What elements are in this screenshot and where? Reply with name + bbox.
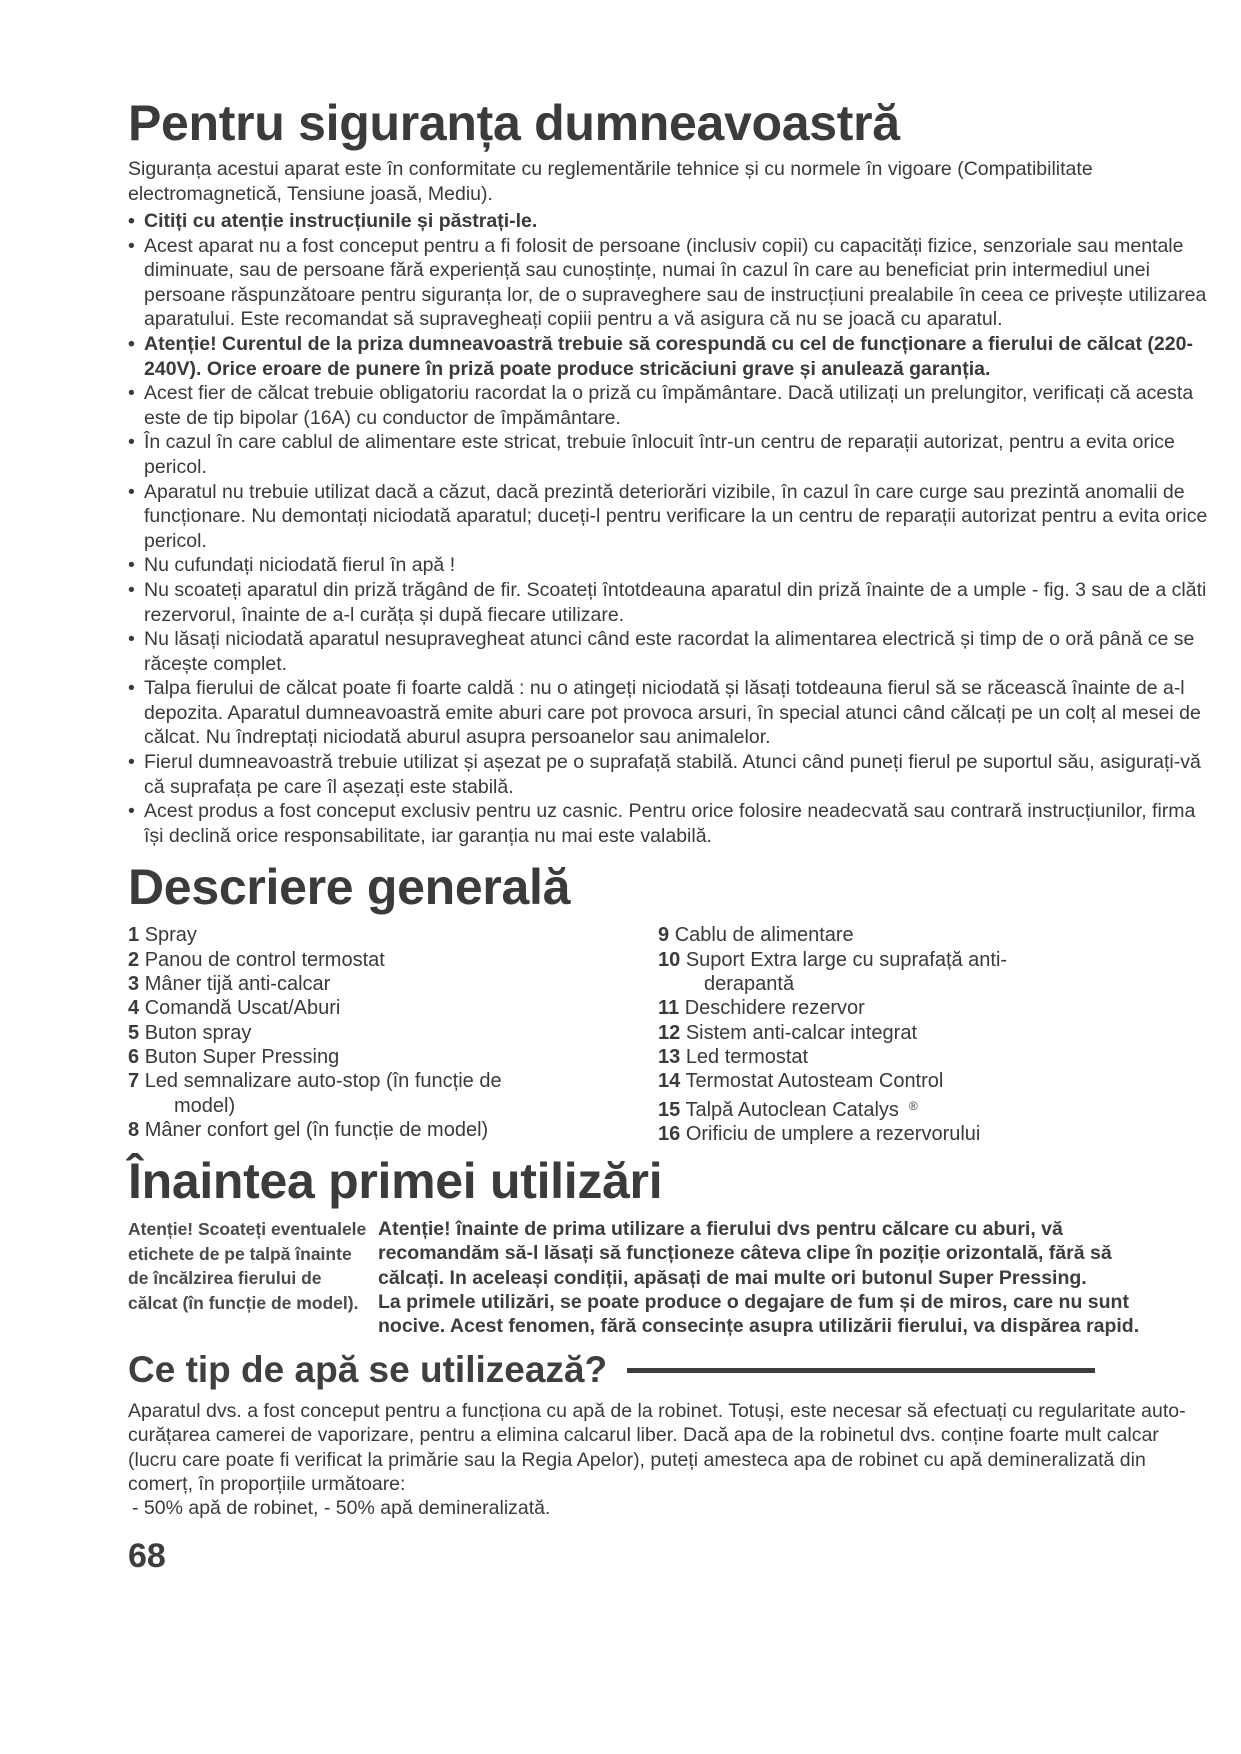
part-item: 7 Led semnalizare auto-stop (în funcție de model): [128, 1069, 658, 1118]
part-item: 6 Buton Super Pressing: [128, 1045, 340, 1068]
safety-item: • Aparatul nu trebuie utilizat dacă a căzut, dacă prezintă deteriorări vizibile, în cazul în care curge sau prezintă anomalii de funcționare. Nu demontați niciodată aparatul; duceți-l pentru verificare la un centru de reparații autorizat pentru a evita orice pericol.: [128, 480, 1208, 554]
safety-item: • Acest aparat nu a fost conceput pentru a fi folosit de persoane (inclusiv copii) cu capacități fizice, senzoriale sau mentale diminuate, sau de persoane fără experiență sau cunoștințe, numai în cazul în care au beneficiat prin intermediul unei persoane răspunzătoare pentru siguranța lor, de o supraveghere sau de instrucțiuni prealabile în ceea ce privește utilizarea aparatului. Este recomandat să supravegheați copiii pentru a vă asigura că nu se joacă cu aparatul.: [128, 234, 1208, 332]
part-item: 2 Panou de control termostat: [128, 948, 385, 971]
safety-item: • Acest produs a fost conceput exclusiv pentru uz casnic. Pentru orice folosire neadecvată sau contrară instrucțiunilor, firma își declină orice responsabilitate, iar garanția nu mai este valabilă.: [128, 799, 1208, 848]
before-first-use-title: Înaintea primei utilizări: [128, 1153, 663, 1210]
parts-column-left: [128, 923, 658, 1146]
before-first-use-text: [378, 1217, 1178, 1338]
part-item: 5 Buton spray: [128, 1021, 252, 1044]
part-item: 14 Termostat Autosteam Control: [658, 1070, 944, 1093]
part-item: 16 Orificiu de umplere a rezervorului: [658, 1122, 981, 1145]
before-first-use-body: [128, 1217, 1208, 1338]
header-rule: [627, 1368, 1095, 1373]
water-title: Ce tip de apă se utilizează?: [128, 1348, 608, 1390]
part-item-continuation: derapantă: [704, 973, 795, 996]
parts-column-right: [658, 923, 1198, 1146]
part-item: 1 Spray: [128, 924, 197, 947]
part-item: 3 Mâner tijă anti-calcar: [128, 973, 331, 996]
part-item: 11 Deschidere rezervor: [658, 997, 865, 1020]
part-item: 15 Talpă Autoclean Catalys ®: [658, 1098, 918, 1121]
description-title: Descriere generală: [128, 859, 571, 916]
safety-item: • Atenție! Curentul de la priza dumneavoastră trebuie să corespundă cu cel de funcționare a fierului de călcat (220-240V). Orice eroare de punere în priză poate produce stricăciuni grave și anulează garanția.: [128, 332, 1208, 381]
water-ratio: - 50% apă de robinet, - 50% apă demineralizată.: [132, 1497, 551, 1520]
part-item: 10 Suport Extra large cu suprafață anti- derapantă: [658, 948, 1198, 997]
registered-mark: ®: [908, 1098, 918, 1113]
part-item: 13 Led termostat: [658, 1045, 809, 1068]
part-item: 9 Cablu de alimentare: [658, 924, 854, 947]
parts-list: [128, 923, 1208, 1146]
before-first-use-paragraph: La primele utilizări, se poate produce o degajare de fum și de miros, care nu sunt nocive. Acest fenomen, fără consecințe asupra utilizării fierului, va dispărea rapid.: [378, 1291, 1140, 1338]
safety-item: • Acest fier de călcat trebuie obligatoriu racordat la o priză cu împământare. Dacă utilizați un prelungitor, verificați că acesta este de tip bipolar (16A) cu conductor de împământare.: [128, 381, 1208, 430]
safety-item: • Nu cufundați niciodată fierul în apă !: [128, 553, 1208, 578]
water-text: [128, 1399, 1208, 1520]
safety-list: [128, 209, 1208, 848]
safety-item: • Fierul dumneavoastră trebuie utilizat și așezat pe o suprafață stabilă. Atunci când puneți fierul pe suportul său, asigurați-vă că suprafața pe care îl așezați este stabilă.: [128, 750, 1208, 799]
water-header: [128, 1349, 1208, 1392]
before-first-use-paragraph: Atenție! înainte de prima utilizare a fierului dvs pentru călcare cu aburi, vă recomandăm să-l lăsați să funcționeze câteva clipe în poziție orizontală, fără să călcați. In aceleași condiții, apăsați de mai multe ori butonul Super Pressing.: [378, 1218, 1112, 1289]
water-paragraph: Aparatul dvs. a fost conceput pentru a funcționa cu apă de la robinet. Totuși, este necesar să efectuați cu regularitate auto-curățarea camerei de vaporizare, pentru a elimina calcarul liber. Dacă apa de la robinetul dvs. conține foarte mult calcar (lucru care poate fi verificat la primărie sau la Regia Apelor), puteți amesteca apa de robinet cu apă demineralizată din comerț, în proporțiile următoare:: [128, 1400, 1186, 1496]
safety-item: • Citiți cu atenție instrucțiunile și păstrați-le.: [128, 209, 1208, 234]
manual-page: [128, 96, 1208, 1576]
part-item: 4 Comandă Uscat/Aburi: [128, 997, 341, 1020]
safety-title: Pentru siguranța dumneavoastră: [128, 95, 900, 151]
safety-item: • În cazul în care cablul de alimentare este stricat, trebuie înlocuit într-un centru de reparații autorizat, pentru a evita orice pericol.: [128, 430, 1208, 479]
part-item: 12 Sistem anti-calcar integrat: [658, 1021, 918, 1044]
safety-intro: Siguranța acestui aparat este în conformitate cu reglementările tehnice și cu normele în vigoare (Compatibilitate electromagnetică, Tensiune joasă, Mediu).: [128, 158, 1093, 205]
safety-item: • Nu scoateți aparatul din priză trăgând de fir. Scoateți întotdeauna aparatul din priză înainte de a umple - fig. 3 sau de a clăti rezervorul, înainte de a-l curăța și după fiecare utilizare.: [128, 578, 1208, 627]
side-note: Atenție! Scoateți eventualele etichete de pe talpă înainte de încălzirea fierului de călcat (în funcție de model).: [128, 1219, 367, 1313]
safety-item: • Nu lăsați niciodată aparatul nesupravegheat atunci când este racordat la alimentarea electrică și timp de o oră până ce se răcește complet.: [128, 627, 1208, 676]
page-number: 68: [128, 1536, 166, 1575]
safety-item: • Talpa fierului de călcat poate fi foarte caldă : nu o atingeți niciodată și lăsați totdeauna fierul să se răcească înainte de a-l depozita. Aparatul dumneavoastră emite aburi care pot provoca arsuri, în special atunci când călcați pe un colț al mesei de călcat. Nu îndreptați niciodată aburul asupra persoanelor sau animalelor.: [128, 676, 1208, 750]
part-item-continuation: model): [174, 1094, 236, 1117]
part-item: 8 Mâner confort gel (în funcție de model): [128, 1118, 489, 1141]
